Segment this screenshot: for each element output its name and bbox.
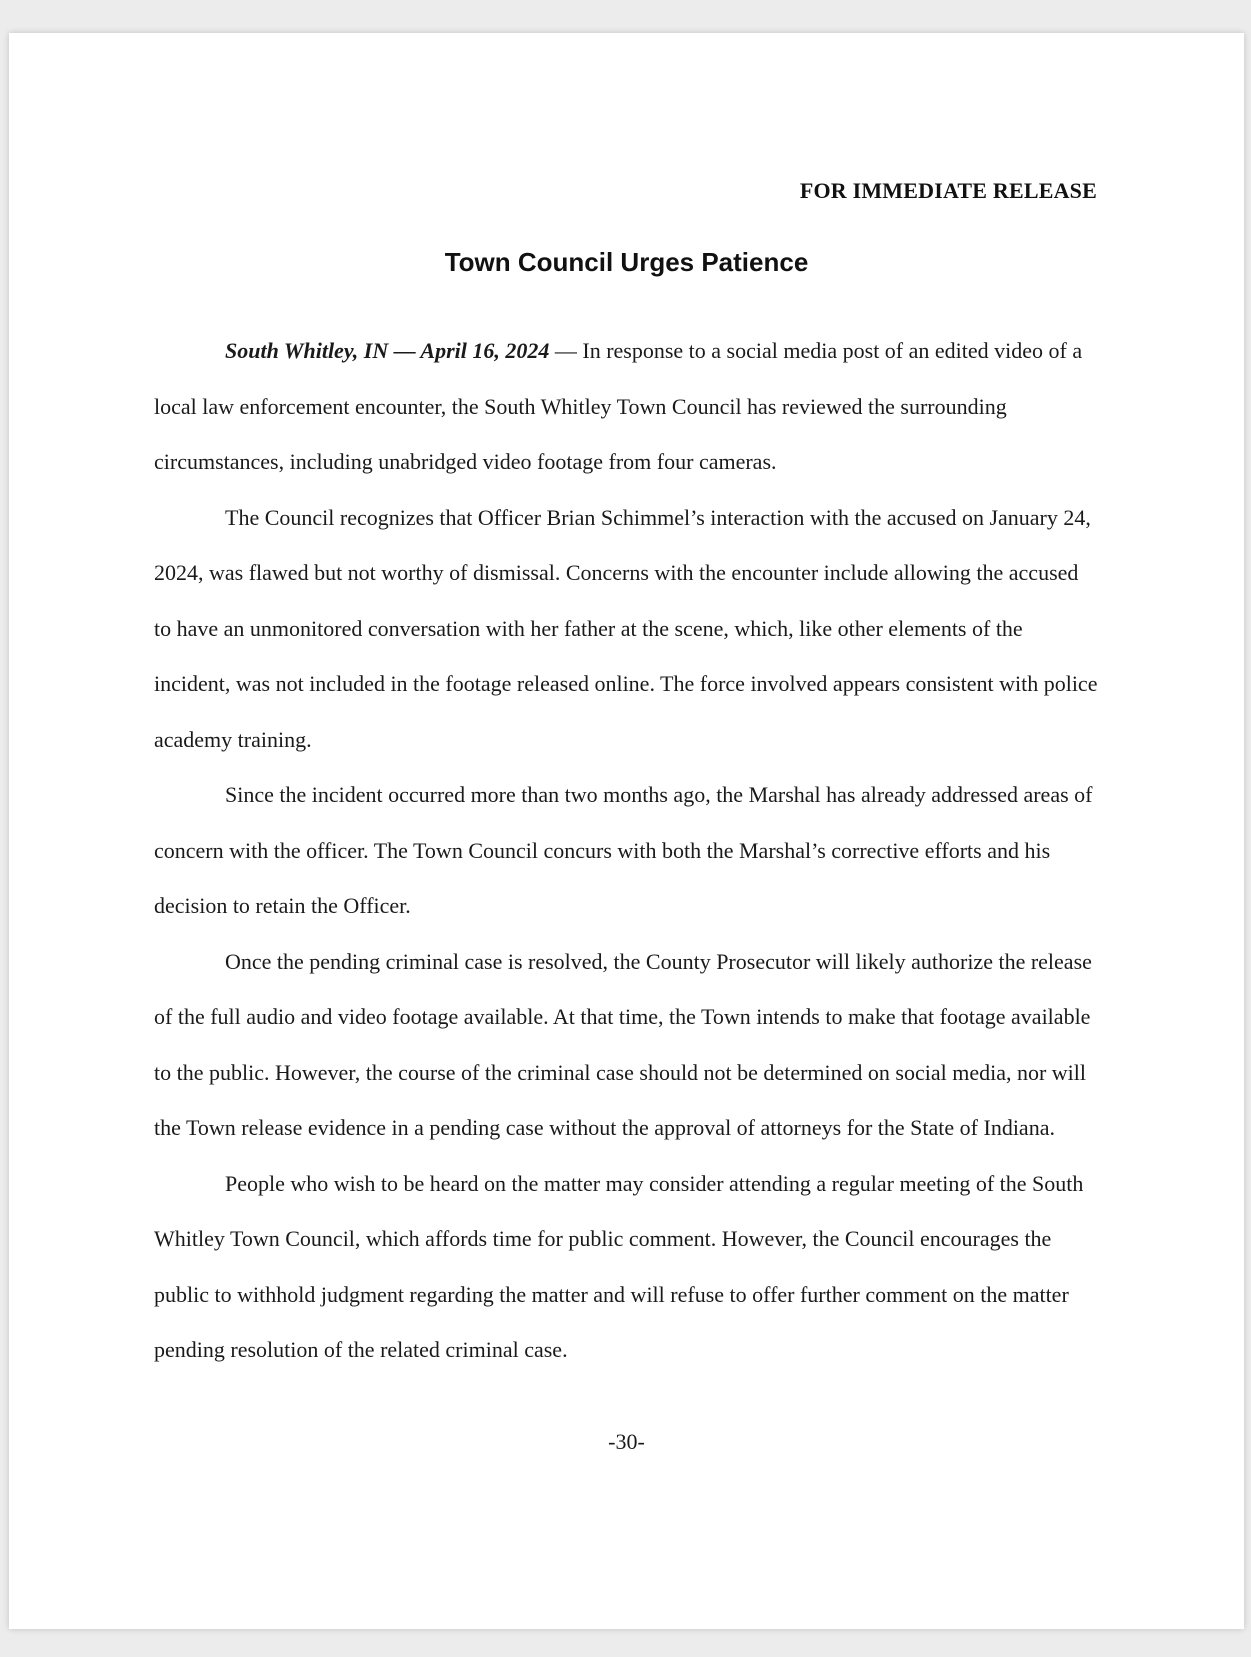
end-mark: -30- bbox=[608, 1429, 645, 1454]
document-page bbox=[9, 33, 1244, 1629]
paragraph-1-text: In response to a social media post of an edited video of a local law enforcement encounter, the South Whitley Town Council has reviewed the surrounding circumstances, including unabridged video footage from four cameras. bbox=[154, 338, 1083, 474]
release-label: FOR IMMEDIATE RELEASE bbox=[799, 178, 1097, 203]
paragraph-1 bbox=[154, 323, 1099, 490]
dateline-separator: — bbox=[549, 338, 583, 363]
dateline: South Whitley, IN — April 16, 2024 bbox=[225, 338, 550, 363]
press-release-body bbox=[154, 323, 1099, 1378]
paragraph-2: The Council recognizes that Officer Brian Schimmel’s interaction with the accused on January 24, 2024, was flawed but not worthy of dismissal. Concerns with the encounter include allowing the accused to have an unmonitored conversation with her father at the scene, which, like other elements of the incident, was not included in the footage released online. The force involved appears consistent with police academy training. bbox=[154, 504, 1098, 752]
paragraph-5: People who wish to be heard on the matter may consider attending a regular meeting of the South Whitley Town Council, which affords time for public comment. However, the Council encourages the public to withhold judgment regarding the matter and will refuse to offer further comment on the matter pending resolution of the related criminal case. bbox=[154, 1170, 1084, 1362]
press-release-title: Town Council Urges Patience bbox=[444, 247, 809, 277]
paragraph-3: Since the incident occurred more than two months ago, the Marshal has already addressed areas of concern with the officer. The Town Council concurs with both the Marshal’s corrective efforts and his decision to retain the Officer. bbox=[154, 782, 1093, 918]
paragraph-4: Once the pending criminal case is resolved, the County Prosecutor will likely authorize the release of the full audio and video footage available. At that time, the Town intends to make that footage available to the public. However, the course of the criminal case should not be determined on social media, nor will the Town release evidence in a pending case without the approval of attorneys for the State of Indiana. bbox=[154, 948, 1092, 1140]
